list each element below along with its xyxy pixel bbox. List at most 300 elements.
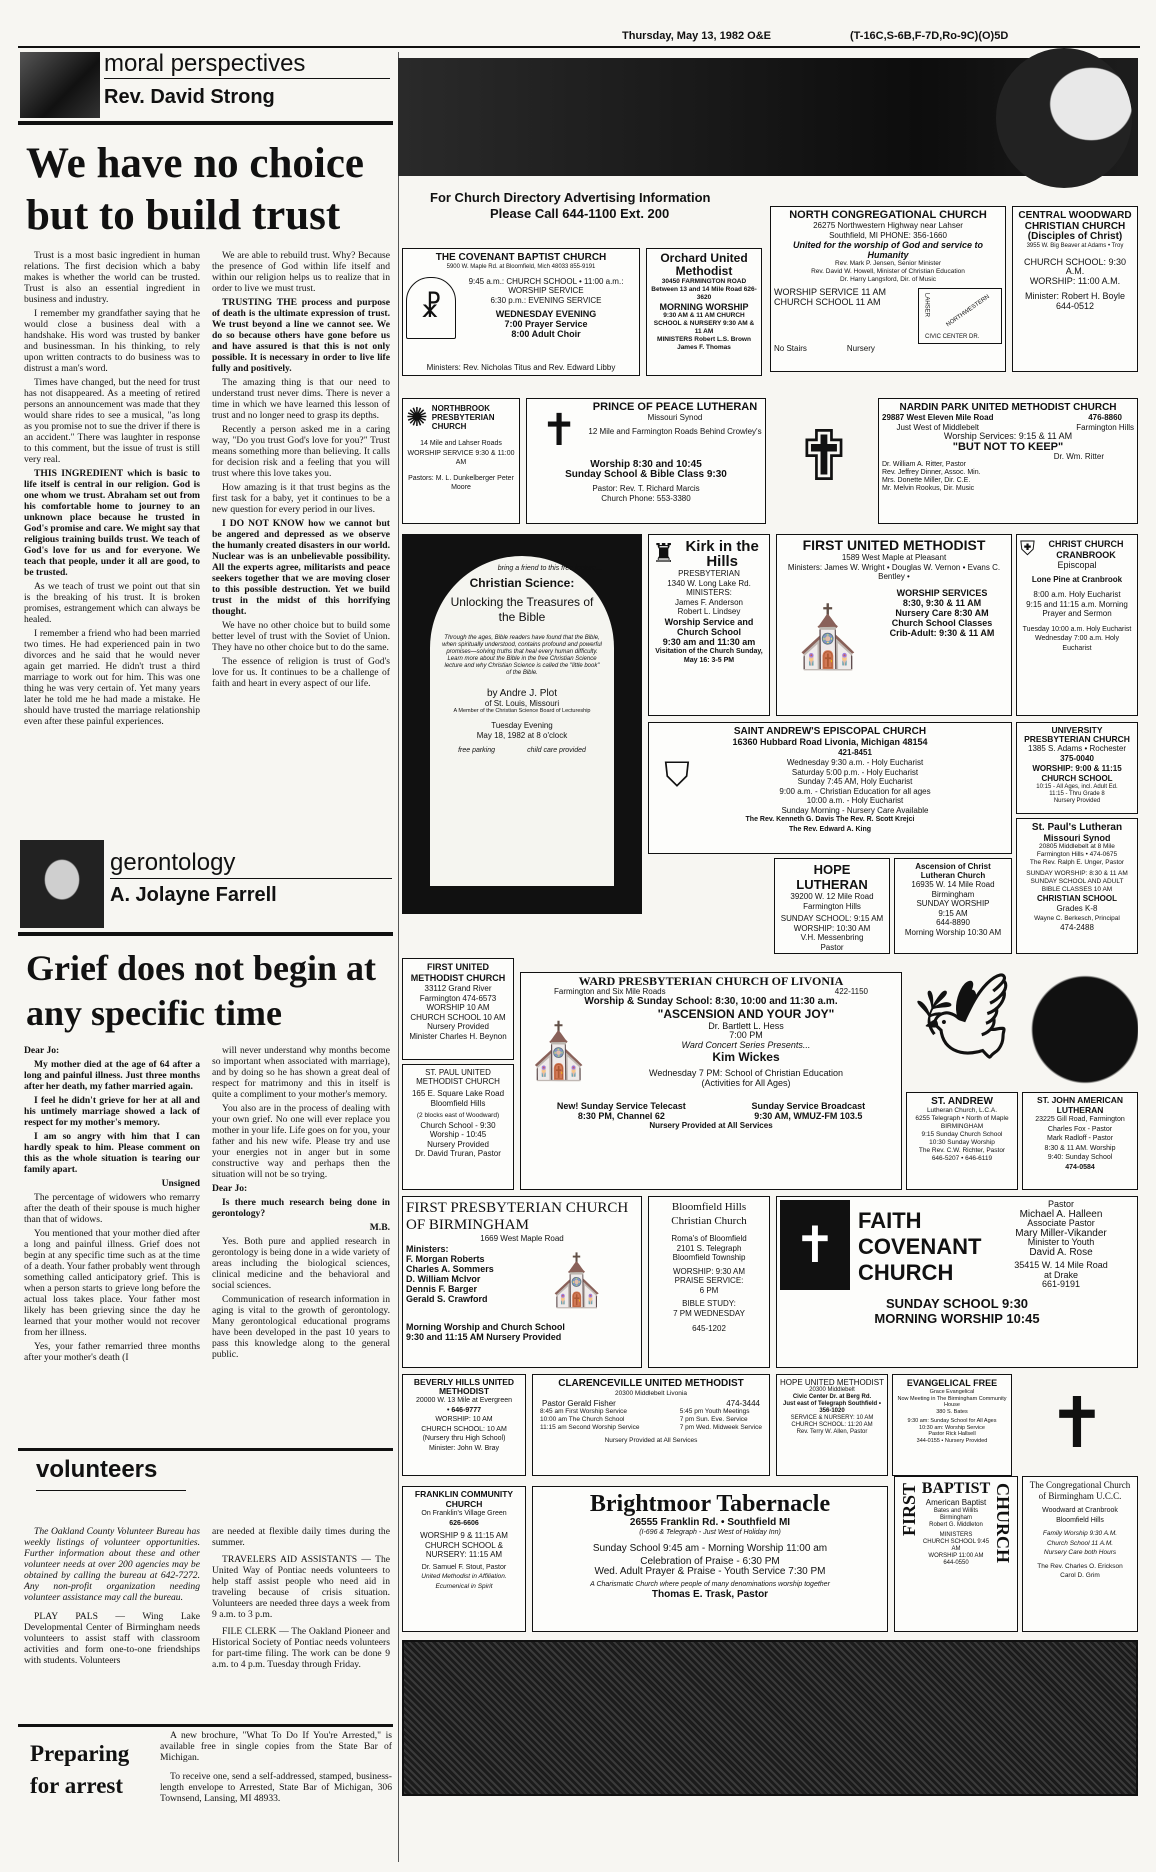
ad-northbrook — [402, 398, 520, 524]
text: Now Meeting in The Birmingham Community House — [897, 1395, 1007, 1408]
text: SUNDAY SCHOOL 9:30 — [885, 1296, 1029, 1311]
dateline: Thursday, May 13, 1982 O&E — [622, 30, 771, 42]
text: 9:30 AM, WMUZ-FM 103.5 — [754, 1110, 863, 1121]
text: (Nursery thru High School) — [422, 1435, 506, 1442]
page-code: (T-16C,S-6B,F-7D,Ro-9C)(O)5D — [850, 30, 1009, 42]
text: A Charismatic Church where people of many denominations worship together — [590, 1581, 830, 1588]
text: WORSHIP 11:00 AM — [928, 1552, 984, 1559]
text: Worship Services: 9:15 & 11 AM — [943, 431, 1073, 441]
text: 33112 Grand River — [424, 984, 492, 993]
text: Morning Worship 10:30 AM — [904, 927, 1002, 937]
address: 5900 W. Maple Rd. at Bloomfield, Mich 48033 855-9191 — [446, 264, 596, 270]
text: 20000 W. 13 Mile at Evergreen — [415, 1397, 513, 1404]
text: Grades K-8 — [1056, 904, 1098, 913]
text: 9:00 a.m. - Christian Education for all ages — [779, 786, 931, 796]
paragraph: We are able to rebuild trust. Why? Because the presence of God within life itself and within our religion helps us to realize that in order to live we must trust. — [212, 250, 390, 294]
text: Through the ages, Bible readers have found that the Bible, when spiritually understood, contains profound and powerful promises—solving truths that heal every human difficulty. Learn more about the Bible in the free Christian Science lecture and why Christian Science is called the "little book" of the Bible. — [442, 634, 602, 676]
text: 8:30, 9:30 & 11 AM — [902, 597, 982, 608]
paragraph: I DO NOT KNOW how we cannot but be angered and depressed as we observe the humanly created disasters in our world. Nuclear was is an unbelievable possibility. All the experts agree, militarists and peace seekers together that we are moving closer to this possible destruction. Yet we build trust in the midst of this horrifying thought. — [212, 518, 390, 617]
paragraph: Communication of research information in aging is vital to the growth of gerontology. Many gerontological educational programs have been developed in the past 10 years to pass this knowledge along to the general public. — [212, 1294, 390, 1360]
author-name-farrell: A. Jolayne Farrell — [110, 884, 277, 906]
text: No Stairs — [774, 344, 807, 353]
text: child care provided — [527, 747, 586, 754]
text: The Rev. Edward A. King — [788, 825, 872, 833]
paragraph: To receive one, send a self-addressed, stamped, business-length envelope to Arrested, State Bar of Michigan, 306 Townsend, Lansing, MI 48933. — [160, 1771, 392, 1804]
text: Rev. Mark P. Jensen, Senior Minister — [835, 260, 941, 267]
text: Saturday 5:00 p.m. - Holy Eucharist — [791, 767, 919, 777]
church-name: BEVERLY HILLS UNITED METHODIST — [413, 1377, 515, 1396]
church-name: PRINCE OF PEACE LUTHERAN — [592, 401, 758, 413]
text: Church School Classes — [891, 617, 993, 628]
text: Michael A. Halleen — [1019, 1208, 1103, 1220]
text: Mrs. Donette Miller, Dir. C.E. — [882, 477, 971, 484]
text: CHURCH SCHOOL: 11:20 AM — [791, 1422, 873, 1428]
paragraph: are needed at flexible daily times during the summer. — [212, 1526, 390, 1548]
church-name: FIRST PRESBYTERIAN CHURCH OF BIRMINGHAM — [406, 1200, 629, 1233]
text: Dr. Samuel F. Stout, Pastor — [421, 1563, 507, 1571]
text: Birmingham — [939, 1514, 972, 1521]
ad-north-congregational — [770, 206, 1006, 372]
paragraph: TRUSTING THE process and purpose of death is the ultimate expression of trust. We trust beyond a line we cannot see. We do so because others have gone before us and have assured is that this is not only possible. It is necessary in order to live life fully and positively. — [212, 297, 390, 374]
text: 7 pm Wed. Midweek Service — [679, 1424, 762, 1431]
text: The Rev. C.W. Richter, Pastor — [918, 1147, 1006, 1154]
text: WORSHIP: 10 AM — [435, 1416, 493, 1423]
text: 9:30 AM & 11 AM CHURCH SCHOOL & NURSERY 9:30 AM & 11 AM — [653, 312, 755, 335]
text: 1340 W. Long Lake Rd. — [667, 578, 751, 588]
text: Minister: Robert H. Boyle — [1024, 291, 1126, 301]
paragraph: Dear Jo: — [212, 1183, 248, 1194]
text: 8:00 a.m. Holy Eucharist — [1033, 590, 1121, 599]
church-name: Orchard United Methodist — [660, 251, 748, 278]
text: Birmingham — [931, 889, 975, 899]
text: Nursery Provided at All Services — [649, 1120, 773, 1130]
ad-saint-andrews-episcopal — [648, 722, 1012, 854]
text: Lutheran Church, L.C.A. — [926, 1107, 998, 1114]
dove-flying-icon: 🕊 — [898, 958, 1138, 1088]
text: Pastor: Rev. T. Richard Marcis — [592, 484, 700, 493]
paragraph: You mentioned that your mother died after a long and painful illness. Grief does not begin at any specific time such as at the time of a death. Your father probably went through something called anticipatory grief. This is when a person starts to grieve long before the actual loss takes place. Your father most likely has been grieving since the day he learned that your mother would not recover from her illness. — [24, 1228, 200, 1338]
ad-hope-lutheran — [774, 858, 890, 954]
text: Gerald S. Crawford — [406, 1293, 488, 1304]
cross-icon: ✝ — [780, 1200, 850, 1290]
directory-info-line2: Please Call 644-1100 Ext. 200 — [490, 206, 670, 221]
text: Pastor — [1047, 1199, 1074, 1209]
ad-beverly-hills-umc — [402, 1374, 526, 1476]
text: WORSHIP SERVICE 11 AM — [774, 287, 887, 297]
text: CHURCH SCHOOL & NURSERY: 11:15 AM — [425, 1540, 503, 1559]
text: 9:15 and 11:15 a.m. Morning Prayer and Sermon — [1026, 599, 1128, 618]
text: The Rev. Ralph E. Unger, Pastor — [1029, 859, 1125, 866]
church-name: UNIVERSITY PRESBYTERIAN CHURCH — [1024, 725, 1130, 744]
text: Bloomfield Township — [672, 1253, 746, 1262]
tower-icon: ♜ — [652, 538, 676, 568]
text: Bloomfield Hills — [1056, 1516, 1104, 1524]
text: Rev. Terry W. Allen, Pastor — [796, 1429, 868, 1435]
text: Robert G. Middleton — [929, 1521, 983, 1528]
text: Just West of Middlebelt — [896, 422, 980, 432]
text: MORNING WORSHIP — [659, 302, 749, 312]
text: Minister to Youth — [1027, 1237, 1095, 1247]
ad-nardin-park — [878, 398, 1138, 524]
text: 6:30 p.m.: EVENING SERVICE — [490, 295, 602, 305]
text: Pastor Gerald Fisher — [542, 1398, 616, 1408]
shield-icon: ⛉ — [664, 756, 690, 794]
text: 7 PM WEDNESDAY — [673, 1308, 745, 1318]
headline-grief: Grief does not begin at any specific time — [26, 948, 376, 1033]
phone: 375-0040 — [1060, 753, 1094, 763]
paragraph: Yes. Both pure and applied research in gerontology is being done in a wide variety of areas including the biological sciences, clinical medicine and the behavioral and social sciences. — [212, 1236, 390, 1291]
text: WORSHIP: 11:00 A.M. — [1029, 275, 1121, 286]
text: BIBLE STUDY: — [682, 1299, 736, 1308]
paragraph: PLAY PALS — Wing Lake Developmental Center of Birmingham needs volunteers to assist staff with classroom activities and form one-to-one friendships with students. Volunteers — [24, 1611, 200, 1666]
cross-icon: ✝ — [1047, 1386, 1107, 1463]
ad-congregational-birmingham — [1022, 1476, 1138, 1632]
paragraph: THIS INGREDIENT which is basic to life itself is central in our religion. God is one whom we trust. Abraham set out from his comfortable home to journey to an unknown place because he trusted in God's promise and care. We might say that religious training builds trust. We teach of God's love for us and for everyone. We teach that people, under it all are good, to be trusted. — [24, 468, 200, 578]
text: BIBLE CLASSES 10 AM — [1041, 886, 1113, 893]
article-grief-col1 — [24, 1045, 200, 1366]
text: CHURCH SCHOOL: 10 AM — [421, 1425, 507, 1433]
text: David A. Rose — [1029, 1246, 1093, 1258]
text: Crib-Adult: 9:30 & 11 AM — [889, 627, 995, 638]
author-photo-strong — [20, 52, 100, 118]
text: BIRMINGHAM — [940, 1123, 984, 1130]
text: 11:15 - Thru Grade 8 — [1049, 790, 1105, 797]
cross-icon: ✝ — [540, 406, 578, 455]
phone: • 646-9777 — [447, 1406, 481, 1414]
text: 9:40: Sunday School — [1047, 1154, 1113, 1161]
author-name-strong: Rev. David Strong — [104, 86, 275, 108]
church-name: FIRST UNITED METHODIST CHURCH — [410, 962, 506, 983]
text: United for the worship of God and service to Humanity — [792, 240, 983, 260]
text: Wednesday 9:30 a.m. - Holy Eucharist — [786, 758, 924, 767]
ad-bloomfield-hills-christian — [648, 1196, 770, 1368]
section-title-volunteers: volunteers — [36, 1456, 158, 1483]
text: Thomas E. Trask, Pastor — [651, 1588, 769, 1600]
text: 8:30 PM, Channel 62 — [577, 1110, 665, 1121]
text: Dr. Harry Langsford, Dir. of Music — [839, 276, 937, 283]
church-name: Brightmoor Tabernacle — [589, 1491, 831, 1517]
church-name: NORTHBROOK PRESBYTERIAN CHURCH — [431, 404, 495, 431]
section-rule — [18, 932, 393, 936]
text: Sunday School 9:45 am - Morning Worship 11:00 am — [592, 1542, 828, 1554]
ad-evangelical-free — [892, 1374, 1012, 1476]
church-building-icon: ⛪ — [545, 1252, 609, 1309]
paragraph: Dear Jo: — [24, 1045, 60, 1056]
phone: 422-1150 — [834, 987, 868, 996]
text: Pastor — [820, 942, 844, 952]
text: Minister Charles H. Beynon — [409, 1031, 507, 1041]
text: WEDNESDAY EVENING — [495, 309, 597, 319]
text: 9:30 am and 11:30 am — [662, 636, 756, 647]
section-rule — [18, 1448, 393, 1451]
text: Farmington Hills — [803, 901, 861, 911]
article-trust-col2 — [212, 250, 390, 692]
text: 10:30 Sunday Worship — [929, 1139, 995, 1146]
arrest-article — [160, 1730, 392, 1807]
illegible-dark-ad — [402, 1640, 1138, 1796]
article-trust-col1 — [24, 250, 200, 730]
text: MINISTERS: — [686, 588, 732, 597]
text: 7 pm Sun. Eve. Service — [679, 1416, 748, 1423]
ad-christ-church-cranbrook — [1016, 534, 1138, 716]
text: Bates and Willits — [933, 1507, 979, 1514]
text: 26555 Franklin Rd. • Southfield MI — [629, 1517, 791, 1528]
phone: 421-8451 — [838, 748, 872, 757]
text: Mary Miller-Vikander — [1015, 1227, 1107, 1239]
text: bring a friend to this free lecture... — [497, 565, 602, 572]
text: 2101 S. Telegraph — [676, 1243, 742, 1253]
text: 9:45 a.m.: CHURCH SCHOOL • 11:00 a.m.: WORSHIP SERVICE — [468, 276, 624, 295]
church-building-icon: ⛪ — [790, 603, 866, 671]
church-name: EVANGELICAL FREE — [906, 1378, 998, 1388]
church-steeple-icon: ⛪ — [525, 1021, 593, 1082]
text: Grace Evangelical — [929, 1389, 975, 1395]
text: Nursery Care both Hours — [1043, 1549, 1117, 1556]
church-name: FIRST UNITED METHODIST — [802, 537, 986, 553]
rose-window-icon: ✺ — [406, 402, 428, 432]
ad-ward-presbyterian — [520, 972, 902, 1190]
paragraph: I am so angry with him that I can hardly speak to him. Please comment on this as the whole situation is tearing our family apart. — [24, 1131, 200, 1175]
text: WORSHIP 10 AM — [426, 1003, 490, 1012]
text: James F. Anderson — [674, 597, 744, 607]
text: 380 S. Bates — [936, 1408, 968, 1415]
text: Woodward at Cranbrook — [1042, 1507, 1118, 1514]
church-name: ST. ANDREW — [931, 1096, 993, 1107]
text: 644-8890 — [936, 918, 970, 927]
text: 14 Mile and Lahser Roads — [420, 440, 502, 447]
paragraph: The amazing thing is that our need to understand trust never dims. There is never a time in which we have learned this lesson of trust and no longer need to grasp its depths. — [212, 377, 390, 421]
text: 12 Mile and Farmington Roads Behind Crowley's — [588, 426, 762, 436]
ad-hope-umc — [776, 1374, 888, 1476]
text: Dr. Wm. Ritter — [1053, 451, 1104, 461]
text: Worship & Sunday School: 8:30, 10:00 and 11:30 a.m. — [584, 995, 838, 1007]
text: CHURCH SCHOOL 10 AM — [410, 1012, 506, 1022]
ad-brightmoor-tabernacle — [532, 1486, 888, 1632]
paragraph: FILE CLERK — The Oakland Pioneer and Historical Society of Pontiac needs volunteers for part-time filing. The work can be done 9 a.m. to 4 p.m. Tuesday through Friday. — [212, 1626, 390, 1670]
paragraph: will never understand why months become so important when associated with marriage), and by doing so he has shown a great deal of respect for matrimony and this in itself is quite a compliment to your mother's memory. — [212, 1045, 390, 1100]
text: Tuesday 10:00 a.m. Holy Eucharist — [1022, 625, 1132, 633]
text: Sunday Morning - Nursery Care Available — [781, 805, 929, 815]
text: (2 blocks east of Woodward) — [416, 1112, 500, 1119]
text: Family Worship 9:30 A.M. — [1042, 1530, 1118, 1537]
text: Dr. Bartlett L. Hess — [708, 1020, 784, 1031]
text: 39200 W. 12 Mile Road — [790, 892, 874, 901]
text: Celebration of Praise - 6:30 PM — [640, 1556, 780, 1567]
text: 20300 Middlebelt — [809, 1387, 855, 1393]
ad-university-presbyterian — [1016, 722, 1138, 814]
text: Tuesday Evening — [491, 721, 553, 730]
signature: Unsigned — [161, 1178, 200, 1189]
text: Dr. David Truran, Pastor — [415, 1149, 501, 1158]
ad-st-john-lutheran — [1022, 1092, 1138, 1190]
text: Dr. William A. Ritter, Pastor — [882, 461, 967, 468]
phone: 474-3444 — [726, 1398, 760, 1408]
text: PRAISE SERVICE: — [674, 1276, 744, 1285]
text: WORSHIP SERVICE 9:30 & 11:00 AM — [407, 449, 515, 466]
ad-st-andrew-lutheran — [906, 1092, 1018, 1190]
text: 5:45 pm Youth Meetings — [679, 1408, 750, 1415]
address: 3955 W. Big Beaver at Adams • Troy — [1026, 243, 1124, 249]
text: MINISTERS Robert L.S. Brown James F. Thomas — [657, 336, 751, 351]
location-map — [918, 288, 1002, 344]
text: Morning Worship and Church School — [406, 1321, 565, 1332]
text: (Activities for All Ages) — [701, 1077, 791, 1088]
text: Mr. Melvin Rookus, Dir. Music — [882, 485, 975, 492]
text: 9:15 Sunday Church School — [921, 1131, 1003, 1138]
column-divider — [398, 52, 399, 1862]
text: WORSHIP: 9:00 & 11:15 — [1032, 763, 1122, 773]
map-label: NORTHWESTERN — [945, 293, 991, 329]
text: Carol D. Grim — [1060, 1572, 1100, 1579]
paragraph: I feel he didn't grieve for her at all and his untimely marriage showed a lack of respect for my mother's memory. — [24, 1095, 200, 1128]
text: 344-0155 • Nursery Provided — [916, 1437, 988, 1444]
ad-kirk-in-the-hills — [648, 534, 770, 716]
ad-st-paul-umc — [402, 1064, 514, 1190]
text: WORSHIP 9 & 11:15 AM — [420, 1531, 508, 1540]
ad-clarenceville-umc — [532, 1374, 770, 1476]
phone: 644-0550 — [943, 1559, 969, 1566]
lecture-title: Christian Science: — [469, 575, 575, 590]
church-name: CHRIST CHURCH CRANBROOK — [1048, 538, 1124, 560]
paragraph: Is there much research being done in gerontology? — [212, 1197, 390, 1219]
paragraph: How amazing is it that trust begins as the first task for a baby, yet it continues to be a new question for every period in our lives. — [212, 482, 390, 515]
church-name: St. Paul's Lutheran — [1031, 822, 1123, 833]
text: CHURCH SCHOOL — [1041, 773, 1113, 783]
text: 646-5207 • 646-6119 — [931, 1155, 993, 1162]
ad-first-united-methodist — [776, 534, 1012, 716]
text: Episcopal — [1057, 560, 1097, 570]
text: 20300 Middlebelt Livonia — [615, 1390, 687, 1397]
church-name: HOPE UNITED METHODIST — [780, 1378, 885, 1387]
vertical-word: CHURCH — [993, 1483, 1013, 1563]
sermon-title: "BUT NOT TO KEEP" — [952, 440, 1064, 453]
section-title-moral: moral perspectives — [104, 50, 390, 79]
paragraph: Recently a person asked me in a caring way, "Do you trust God's love for you?" Trust means something more than believing. It calls for decision risk and a feeling that you will trust where this love takes you. — [212, 424, 390, 479]
text: Just east of Telegraph Southfield • 356-1020 — [782, 1401, 881, 1414]
paragraph: Times have changed, but the need for trust has not disappeared. As a meeting of retired persons an announcement was made that they would share rides to see a musical, "as long as you promise not to sue the driver if there is an accident." There was laughter in response to this comment, but the issue of trust is still very real. — [24, 377, 200, 465]
text: Nursery — [846, 344, 875, 353]
text: WORSHIP: 9:30 AM — [672, 1266, 746, 1276]
phone: 476-8860 — [1088, 413, 1122, 422]
text: Rev. Jeffrey Dinner, Assoc. Min. — [882, 469, 981, 476]
text: Wed. Adult Prayer & Praise - Youth Service 7:30 PM — [594, 1565, 826, 1577]
text: Kim Wickes — [712, 1050, 780, 1064]
text: Pastor Rick Hallsell — [928, 1431, 976, 1437]
text: of St. Louis, Missouri — [484, 698, 560, 708]
text: 10:00 am The Church School — [540, 1416, 625, 1423]
text: Church Phone: 553-3380 — [601, 493, 691, 503]
text: 10:00 a.m. - Holy Eucharist — [806, 796, 904, 805]
text: Bloomfield Hills — [430, 1098, 486, 1108]
text: CHURCH SCHOOL 9:45 AM — [922, 1538, 990, 1552]
church-name: CLARENCEVILLE UNITED METHODIST — [558, 1378, 744, 1389]
church-name: ST. JOHN AMERICAN LUTHERAN — [1036, 1095, 1124, 1115]
phone: 474-0584 — [1065, 1163, 1095, 1171]
text: Pastors: M. L. Dunkelberger Peter Moore — [408, 474, 514, 491]
lecture-subtitle: Unlocking the Treasures of the Bible — [450, 594, 594, 624]
text: Nursery Provided — [1053, 797, 1101, 804]
church-name: WARD PRESBYTERIAN CHURCH OF LIVONIA — [578, 974, 844, 988]
text: Wednesday 7:00 a.m. Holy Eucharist — [1035, 635, 1119, 652]
text: SERVICE & NURSERY: 10 AM — [790, 1415, 874, 1421]
text: D. William McIvor — [406, 1273, 481, 1284]
volunteers-col1 — [24, 1526, 200, 1669]
paragraph: The percentage of widowers who remarry after the death of their spouse is much higher than that of widows. — [24, 1192, 200, 1225]
text: SUNDAY WORSHIP — [916, 899, 990, 908]
text: SUNDAY SCHOOL AND ADULT — [1030, 878, 1124, 885]
church-name: SAINT ANDREW'S EPISCOPAL CHURCH — [733, 726, 927, 737]
text: Missouri Synod — [647, 413, 703, 422]
text: at Drake — [1043, 1269, 1078, 1280]
church-name: The Congregational Church of Birmingham U.C.C. — [1029, 1480, 1131, 1501]
paragraph: TRAVELERS AID ASSISTANTS — The United Way of Pontiac needs volunteers to help staff assist people who need aid in traveling because of crisis situation. Volunteers are needed three days a week from 9 a.m. to 3 p.m. — [212, 1554, 390, 1620]
church-name: THE COVENANT BAPTIST CHURCH — [435, 252, 607, 263]
text: 8:00 Adult Choir — [511, 329, 581, 339]
text: 644-0512 — [1055, 300, 1095, 311]
text: SUNDAY WORSHIP: 8:30 & 11 AM — [1026, 870, 1128, 877]
text: Sunday 7:45 AM, Holy Eucharist — [797, 777, 913, 786]
text: The Rev. Charles O. Erickson — [1037, 1562, 1123, 1570]
text: 29887 West Eleven Mile Road — [882, 413, 994, 422]
text: V.H. Messenbring — [800, 933, 864, 942]
text: CHURCH SCHOOL 11 AM — [774, 296, 881, 307]
phone: 645-1202 — [692, 1324, 726, 1333]
map-label: LAHSER — [923, 293, 930, 318]
text: 9:30 am: Sunday School for All Ages — [907, 1418, 997, 1424]
paragraph: The Oakland County Volunteer Bureau has weekly listings of volunteer opportunities. Further information about these and other volunteer needs at over 200 agencies may be obtained by calling the bureau at 642-7272. Any non-profit organization needing volunteer assistance may call the bureau. — [24, 1526, 200, 1603]
church-name: FRANKLIN COMMUNITY CHURCH — [414, 1489, 514, 1509]
text: Nursery Care 8:30 AM — [895, 607, 989, 618]
text: 16935 W. 14 Mile Road — [911, 880, 995, 889]
text: United Methodist in Affiliation. Ecumenical in Spirit — [421, 1573, 507, 1590]
text: free parking — [458, 747, 496, 754]
text: Sunday School & Bible Class 9:30 — [565, 469, 727, 480]
ad-ascension-lutheran — [894, 858, 1012, 954]
text: 11:15 am Second Worship Service — [540, 1424, 640, 1431]
ad-first-umc-farmington — [402, 958, 514, 1060]
ad-christian-science — [402, 534, 642, 914]
text: Farmington Hills • 474-0675 — [1036, 851, 1118, 858]
church-name: Bloomfield Hills Christian Church — [671, 1201, 747, 1227]
rule — [36, 1490, 186, 1491]
text: 6255 Telegraph • North of Maple — [915, 1115, 1009, 1122]
text: Wednesday 7 PM: School of Christian Education — [649, 1068, 843, 1078]
phone: 661-9191 — [1041, 1279, 1081, 1289]
church-name: NORTH CONGREGATIONAL CHURCH — [789, 209, 987, 221]
paragraph: My mother died at the age of 64 after a long and painful illness. Just three months after her death, my father married again. — [24, 1059, 200, 1092]
section-rule — [18, 121, 393, 125]
church-name: CENTRAL WOODWARD CHRISTIAN CHURCH — [1018, 210, 1132, 232]
text: Ministers: — [406, 1243, 449, 1254]
signature: M.B. — [369, 1222, 390, 1233]
church-name: FAITH COVENANT CHURCH — [858, 1208, 982, 1285]
text: MINISTERS — [939, 1531, 973, 1538]
text: 8:45 am First Worship Service — [540, 1408, 627, 1415]
text: Rev. David W. Howell, Minister of Christian Education — [811, 268, 965, 275]
text: 9:15 AM — [938, 908, 968, 918]
text: by Andre J. Plot — [486, 687, 558, 699]
text: Sunday Service Broadcast — [751, 1100, 866, 1111]
text: CHURCH SCHOOL: 9:30 A.M. — [1023, 256, 1127, 276]
header-rule — [18, 46, 1140, 48]
text: A Member of the Christian Science Board of Lectureship — [453, 708, 591, 714]
text: American Baptist — [925, 1498, 987, 1507]
ad-franklin-community — [402, 1486, 526, 1632]
address: 16360 Hubbard Road Livonia, Michigan 48154 — [732, 737, 928, 747]
text: Charles Fox - Pastor — [1047, 1125, 1113, 1133]
text: Mark Radloff - Pastor — [1046, 1135, 1113, 1142]
text: Minister: John W. Bray — [428, 1444, 500, 1452]
